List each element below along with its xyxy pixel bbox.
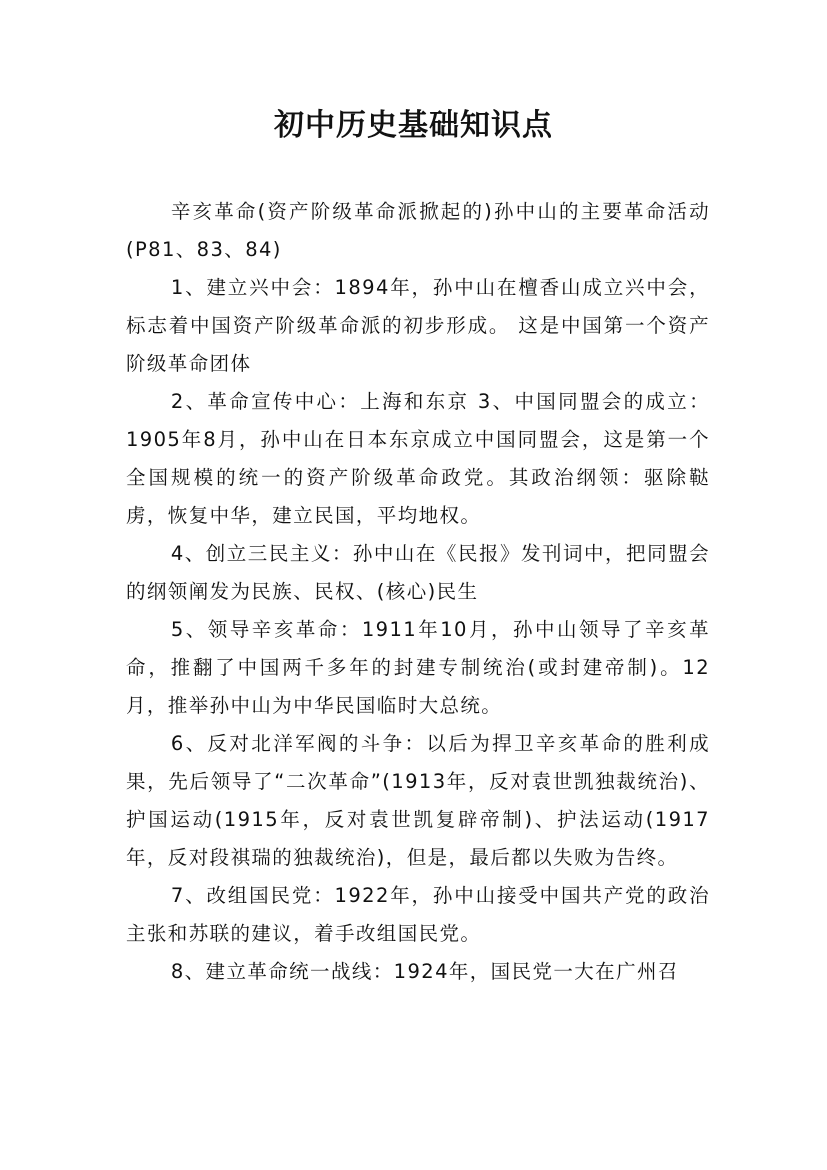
document-body [126, 193, 710, 991]
paragraph-item-2-3: 2、革命宣传中心：上海和东京 3、中国同盟会的成立：1905年8月，孙中山在日本东京成立中国同盟会，这是第一个全国规模的统一的资产阶级革命政党。其政治纲领：驱除鞑虏，恢复中华，建立民国，平均地权。 [126, 390, 710, 527]
paragraph-item-7: 7、改组国民党：1922年，孙中山接受中国共产党的政治主张和苏联的建议，着手改组国民党。 [126, 884, 710, 945]
document-title: 初中历史基础知识点 [274, 108, 553, 143]
paragraph-item-8: 8、建立革命统一战线：1924年，国民党一大在广州召 [170, 960, 679, 983]
paragraph-intro: 辛亥革命(资产阶级革命派掀起的)孙中山的主要革命活动 (P81、83、84) [126, 200, 710, 261]
paragraph-item-1: 1、建立兴中会：1894年，孙中山在檀香山成立兴中会，标志着中国资产阶级革命派的初步形成。 这是中国第一个资产阶级革命团体 [126, 276, 710, 375]
paragraph-item-6: 6、反对北洋军阀的斗争：以后为捍卫辛亥革命的胜利成果，先后领导了“二次革命”(1913年，反对袁世凯独裁统治)、护国运动(1915年，反对袁世凯复辟帝制)、护法运动(1917年，反对段祺瑞的独裁统治)，但是，最后都以失败为告终。 [126, 732, 710, 869]
paragraph-item-4: 4、创立三民主义：孙中山在《民报》发刊词中，把同盟会的纲领阐发为民族、民权、(核心)民生 [126, 542, 710, 603]
paragraph-item-5: 5、领导辛亥革命：1911年10月，孙中山领导了辛亥革命，推翻了中国两千多年的封建专制统治(或封建帝制)。12月，推举孙中山为中华民国临时大总统。 [126, 618, 710, 717]
